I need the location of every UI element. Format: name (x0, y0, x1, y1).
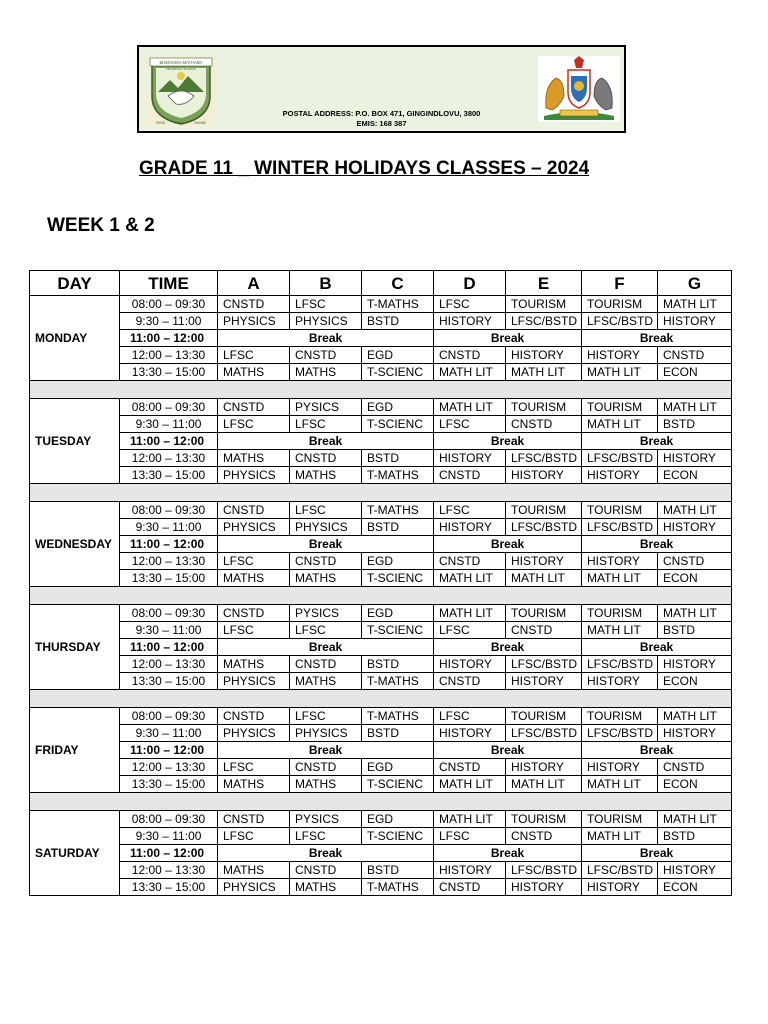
subject-cell: HISTORY (582, 759, 658, 776)
break-cell: Break (582, 433, 732, 450)
subject-cell: CNSTD (290, 553, 362, 570)
time-cell: 9:30 – 11:00 (120, 622, 218, 639)
subject-cell: HISTORY (582, 673, 658, 690)
subject-cell: MATH LIT (658, 605, 732, 622)
subject-cell: PHYSICS (218, 673, 290, 690)
spacer-row (30, 484, 732, 502)
break-cell: Break (582, 536, 732, 553)
time-cell: 13:30 – 15:00 (120, 673, 218, 690)
subject-cell: ECON (658, 776, 732, 793)
subject-cell: BSTD (658, 622, 732, 639)
subject-cell: TOURISM (506, 811, 582, 828)
subject-cell: PHYSICS (218, 879, 290, 896)
spacer-row (30, 381, 732, 399)
spacer-cell (30, 793, 732, 811)
break-cell: Break (218, 639, 434, 656)
day-label: THURSDAY (30, 605, 120, 690)
subject-cell: CNSTD (434, 879, 506, 896)
subject-cell: PHYSICS (218, 519, 290, 536)
subject-cell: LFSC/BSTD (582, 656, 658, 673)
subject-cell: MATH LIT (582, 570, 658, 587)
week-label: WEEK 1 & 2 (47, 215, 155, 236)
break-cell: Break (434, 536, 582, 553)
subject-cell: LFSC (218, 347, 290, 364)
subject-cell: BSTD (362, 519, 434, 536)
table-row (30, 759, 732, 776)
subject-cell: TOURISM (582, 502, 658, 519)
table-row (30, 639, 732, 656)
subject-cell: HISTORY (434, 519, 506, 536)
subject-cell: BSTD (362, 725, 434, 742)
time-cell: 12:00 – 13:30 (120, 759, 218, 776)
subject-cell: TOURISM (582, 708, 658, 725)
subject-cell: T-SCIENC (362, 364, 434, 381)
subject-cell: LFSC (434, 622, 506, 639)
subject-cell: CNSTD (506, 828, 582, 845)
table-row (30, 399, 732, 416)
subject-cell: PHYSICS (290, 519, 362, 536)
subject-cell: T-MATHS (362, 502, 434, 519)
subject-cell: LFSC (290, 502, 362, 519)
subject-cell: LFSC/BSTD (582, 313, 658, 330)
spacer-row (30, 793, 732, 811)
break-cell: Break (434, 845, 582, 862)
subject-cell: LFSC (218, 553, 290, 570)
table-row (30, 553, 732, 570)
subject-cell: HISTORY (434, 862, 506, 879)
column-header: F (582, 271, 658, 296)
break-time-cell: 11:00 – 12:00 (120, 639, 218, 656)
subject-cell: HISTORY (658, 450, 732, 467)
table-row (30, 725, 732, 742)
subject-cell: HISTORY (506, 759, 582, 776)
time-cell: 9:30 – 11:00 (120, 313, 218, 330)
subject-cell: MATHS (290, 570, 362, 587)
coat-of-arms-logo (538, 56, 620, 122)
subject-cell: MATH LIT (434, 364, 506, 381)
subject-cell: TOURISM (582, 399, 658, 416)
subject-cell: HISTORY (506, 553, 582, 570)
spacer-cell (30, 587, 732, 605)
column-header: E (506, 271, 582, 296)
subject-cell: MATH LIT (434, 811, 506, 828)
table-row (30, 776, 732, 793)
break-cell: Break (218, 536, 434, 553)
table-row (30, 845, 732, 862)
subject-cell: MATH LIT (434, 570, 506, 587)
subject-cell: MATH LIT (582, 416, 658, 433)
subject-cell: CNSTD (290, 347, 362, 364)
time-cell: 12:00 – 13:30 (120, 862, 218, 879)
subject-cell: MATH LIT (434, 776, 506, 793)
subject-cell: HISTORY (582, 347, 658, 364)
spacer-cell (30, 381, 732, 399)
break-cell: Break (218, 845, 434, 862)
subject-cell: BSTD (362, 313, 434, 330)
subject-cell: TOURISM (582, 605, 658, 622)
column-header: B (290, 271, 362, 296)
break-time-cell: 11:00 – 12:00 (120, 330, 218, 347)
subject-cell: ECON (658, 364, 732, 381)
subject-cell: T-MATHS (362, 673, 434, 690)
table-row (30, 862, 732, 879)
subject-cell: MATH LIT (506, 570, 582, 587)
letterhead (137, 45, 626, 133)
svg-text:SHINE: SHINE (194, 120, 207, 125)
subject-cell: HISTORY (582, 467, 658, 484)
subject-cell: LFSC (290, 708, 362, 725)
subject-cell: CNSTD (218, 708, 290, 725)
subject-cell: MATHS (290, 673, 362, 690)
time-cell: 08:00 – 09:30 (120, 811, 218, 828)
time-cell: 08:00 – 09:30 (120, 708, 218, 725)
subject-cell: MATHS (218, 862, 290, 879)
table-row (30, 347, 732, 364)
subject-cell: TOURISM (506, 296, 582, 313)
svg-text:AND: AND (175, 120, 184, 125)
subject-cell: MATH LIT (658, 708, 732, 725)
subject-cell: HISTORY (506, 673, 582, 690)
spacer-row (30, 587, 732, 605)
subject-cell: MATH LIT (658, 296, 732, 313)
time-cell: 12:00 – 13:30 (120, 656, 218, 673)
svg-text:TECHNICAL SCHOOL: TECHNICAL SCHOOL (165, 67, 197, 71)
subject-cell: T-MATHS (362, 467, 434, 484)
subject-cell: CNSTD (290, 450, 362, 467)
subject-cell: LFSC (434, 708, 506, 725)
subject-cell: LFSC/BSTD (506, 519, 582, 536)
spacer-cell (30, 690, 732, 708)
column-header: G (658, 271, 732, 296)
subject-cell: HISTORY (506, 467, 582, 484)
table-row (30, 330, 732, 347)
subject-cell: CNSTD (290, 656, 362, 673)
subject-cell: TOURISM (506, 399, 582, 416)
subject-cell: HISTORY (658, 862, 732, 879)
subject-cell: MATH LIT (434, 605, 506, 622)
subject-cell: MATH LIT (582, 776, 658, 793)
spacer-row (30, 690, 732, 708)
subject-cell: MATHS (290, 879, 362, 896)
subject-cell: BSTD (362, 656, 434, 673)
table-row (30, 364, 732, 381)
subject-cell: HISTORY (582, 879, 658, 896)
subject-cell: CNSTD (434, 467, 506, 484)
subject-cell: T-SCIENC (362, 416, 434, 433)
subject-cell: HISTORY (434, 313, 506, 330)
time-cell: 12:00 – 13:30 (120, 553, 218, 570)
subject-cell: LFSC/BSTD (582, 725, 658, 742)
table-row (30, 467, 732, 484)
subject-cell: MATH LIT (582, 828, 658, 845)
subject-cell: MATHS (218, 450, 290, 467)
day-label: SATURDAY (30, 811, 120, 896)
day-label: TUESDAY (30, 399, 120, 484)
table-row (30, 433, 732, 450)
subject-cell: EGD (362, 347, 434, 364)
subject-cell: LFSC (218, 828, 290, 845)
subject-cell: MATH LIT (582, 364, 658, 381)
subject-cell: MATHS (290, 364, 362, 381)
break-time-cell: 11:00 – 12:00 (120, 433, 218, 450)
subject-cell: EGD (362, 811, 434, 828)
break-cell: Break (582, 742, 732, 759)
subject-cell: MATHS (290, 776, 362, 793)
subject-cell: HISTORY (658, 656, 732, 673)
subject-cell: T-MATHS (362, 879, 434, 896)
time-cell: 12:00 – 13:30 (120, 347, 218, 364)
subject-cell: MATHS (218, 570, 290, 587)
subject-cell: TOURISM (506, 502, 582, 519)
subject-cell: LFSC (218, 622, 290, 639)
subject-cell: CNSTD (218, 811, 290, 828)
time-cell: 08:00 – 09:30 (120, 502, 218, 519)
subject-cell: LFSC/BSTD (506, 656, 582, 673)
column-header: D (434, 271, 506, 296)
subject-cell: EGD (362, 605, 434, 622)
subject-cell: LFSC (218, 759, 290, 776)
time-cell: 08:00 – 09:30 (120, 296, 218, 313)
timetable-body (30, 296, 732, 896)
break-cell: Break (582, 639, 732, 656)
page-title: GRADE 11 _ WINTER HOLIDAYS CLASSES – 2024 (139, 158, 590, 179)
subject-cell: MATH LIT (506, 364, 582, 381)
subject-cell: CNSTD (658, 347, 732, 364)
time-cell: 9:30 – 11:00 (120, 416, 218, 433)
time-cell: 08:00 – 09:30 (120, 399, 218, 416)
table-row (30, 622, 732, 639)
break-cell: Break (434, 639, 582, 656)
subject-cell: MATH LIT (658, 811, 732, 828)
subject-cell: MATH LIT (658, 399, 732, 416)
subject-cell: LFSC/BSTD (506, 450, 582, 467)
subject-cell: LFSC/BSTD (582, 519, 658, 536)
subject-cell: T-SCIENC (362, 622, 434, 639)
subject-cell: BSTD (362, 450, 434, 467)
time-cell: 9:30 – 11:00 (120, 725, 218, 742)
subject-cell: LFSC (434, 416, 506, 433)
table-row (30, 570, 732, 587)
subject-cell: ECON (658, 467, 732, 484)
break-time-cell: 11:00 – 12:00 (120, 742, 218, 759)
subject-cell: MATHS (290, 467, 362, 484)
subject-cell: HISTORY (658, 725, 732, 742)
subject-cell: LFSC (218, 416, 290, 433)
time-cell: 9:30 – 11:00 (120, 828, 218, 845)
subject-cell: T-SCIENC (362, 828, 434, 845)
column-header: C (362, 271, 434, 296)
time-cell: 12:00 – 13:30 (120, 450, 218, 467)
timetable (29, 270, 732, 896)
subject-cell: LFSC/BSTD (506, 725, 582, 742)
table-row (30, 502, 732, 519)
subject-cell: HISTORY (434, 656, 506, 673)
subject-cell: CNSTD (506, 416, 582, 433)
header-row (30, 271, 732, 296)
table-row (30, 656, 732, 673)
table-row (30, 536, 732, 553)
subject-cell: LFSC (434, 296, 506, 313)
time-cell: 13:30 – 15:00 (120, 364, 218, 381)
time-cell: 13:30 – 15:00 (120, 879, 218, 896)
subject-cell: ECON (658, 879, 732, 896)
subject-cell: CNSTD (434, 553, 506, 570)
table-row (30, 742, 732, 759)
break-cell: Break (218, 433, 434, 450)
subject-cell: HISTORY (506, 879, 582, 896)
break-cell: Break (218, 330, 434, 347)
subject-cell: PHYSICS (218, 467, 290, 484)
subject-cell: LFSC (290, 622, 362, 639)
spacer-cell (30, 484, 732, 502)
subject-cell: MATH LIT (658, 502, 732, 519)
subject-cell: PYSICS (290, 399, 362, 416)
subject-cell: HISTORY (658, 519, 732, 536)
time-cell: 13:30 – 15:00 (120, 776, 218, 793)
time-cell: 13:30 – 15:00 (120, 467, 218, 484)
subject-cell: HISTORY (582, 553, 658, 570)
subject-cell: CNSTD (218, 605, 290, 622)
subject-cell: MATH LIT (434, 399, 506, 416)
subject-cell: MATHS (218, 656, 290, 673)
day-label: MONDAY (30, 296, 120, 381)
subject-cell: HISTORY (658, 313, 732, 330)
table-row (30, 519, 732, 536)
subject-cell: TOURISM (582, 811, 658, 828)
table-row (30, 450, 732, 467)
subject-cell: HISTORY (434, 725, 506, 742)
postal-address: POSTAL ADDRESS: P.O. BOX 471, GINGINDLOVU, 3800 (282, 109, 481, 118)
subject-cell: LFSC (434, 502, 506, 519)
subject-cell: T-SCIENC (362, 776, 434, 793)
time-cell: 08:00 – 09:30 (120, 605, 218, 622)
subject-cell: MATH LIT (506, 776, 582, 793)
column-header: A (218, 271, 290, 296)
table-row (30, 605, 732, 622)
subject-cell: T-MATHS (362, 708, 434, 725)
subject-cell: PYSICS (290, 811, 362, 828)
subject-cell: CNSTD (218, 296, 290, 313)
svg-text:RISE: RISE (156, 120, 166, 125)
subject-cell: CNSTD (434, 759, 506, 776)
subject-cell: CNSTD (434, 347, 506, 364)
subject-cell: LFSC/BSTD (582, 450, 658, 467)
subject-cell: MATHS (218, 776, 290, 793)
column-header: DAY (30, 271, 120, 296)
break-time-cell: 11:00 – 12:00 (120, 845, 218, 862)
subject-cell: ECON (658, 570, 732, 587)
subject-cell: BSTD (658, 416, 732, 433)
subject-cell: ECON (658, 673, 732, 690)
subject-cell: T-MATHS (362, 296, 434, 313)
subject-cell: CNSTD (658, 553, 732, 570)
table-row (30, 313, 732, 330)
subject-cell: CNSTD (434, 673, 506, 690)
table-row (30, 416, 732, 433)
subject-cell: BSTD (658, 828, 732, 845)
table-row (30, 879, 732, 896)
subject-cell: LFSC (290, 296, 362, 313)
subject-cell: MATHS (218, 364, 290, 381)
break-cell: Break (218, 742, 434, 759)
subject-cell: LFSC/BSTD (506, 862, 582, 879)
time-cell: 13:30 – 15:00 (120, 570, 218, 587)
time-cell: 9:30 – 11:00 (120, 519, 218, 536)
subject-cell: T-SCIENC (362, 570, 434, 587)
subject-cell: CNSTD (658, 759, 732, 776)
subject-cell: MATH LIT (582, 622, 658, 639)
subject-cell: CNSTD (218, 399, 290, 416)
emis-number: EMIS: 168 387 (356, 119, 407, 128)
subject-cell: HISTORY (434, 450, 506, 467)
day-label: FRIDAY (30, 708, 120, 793)
subject-cell: EGD (362, 399, 434, 416)
break-cell: Break (582, 330, 732, 347)
subject-cell: CNSTD (218, 502, 290, 519)
break-cell: Break (582, 845, 732, 862)
break-cell: Break (434, 742, 582, 759)
table-row (30, 708, 732, 725)
subject-cell: LFSC (290, 828, 362, 845)
svg-text:BHEKISISA MATHABA: BHEKISISA MATHABA (159, 60, 203, 65)
subject-cell: CNSTD (506, 622, 582, 639)
column-header: TIME (120, 271, 218, 296)
table-row (30, 673, 732, 690)
break-time-cell: 11:00 – 12:00 (120, 536, 218, 553)
break-cell: Break (434, 330, 582, 347)
subject-cell: LFSC (290, 416, 362, 433)
subject-cell: CNSTD (290, 862, 362, 879)
day-label: WEDNESDAY (30, 502, 120, 587)
subject-cell: TOURISM (506, 605, 582, 622)
break-cell: Break (434, 433, 582, 450)
subject-cell: CNSTD (290, 759, 362, 776)
subject-cell: LFSC/BSTD (582, 862, 658, 879)
table-row (30, 296, 732, 313)
subject-cell: PHYSICS (218, 313, 290, 330)
subject-cell: PYSICS (290, 605, 362, 622)
subject-cell: PHYSICS (218, 725, 290, 742)
subject-cell: LFSC (434, 828, 506, 845)
table-row (30, 811, 732, 828)
subject-cell: HISTORY (506, 347, 582, 364)
subject-cell: PHYSICS (290, 725, 362, 742)
subject-cell: TOURISM (506, 708, 582, 725)
subject-cell: BSTD (362, 862, 434, 879)
subject-cell: EGD (362, 759, 434, 776)
subject-cell: EGD (362, 553, 434, 570)
subject-cell: PHYSICS (290, 313, 362, 330)
table-row (30, 828, 732, 845)
subject-cell: TOURISM (582, 296, 658, 313)
subject-cell: LFSC/BSTD (506, 313, 582, 330)
